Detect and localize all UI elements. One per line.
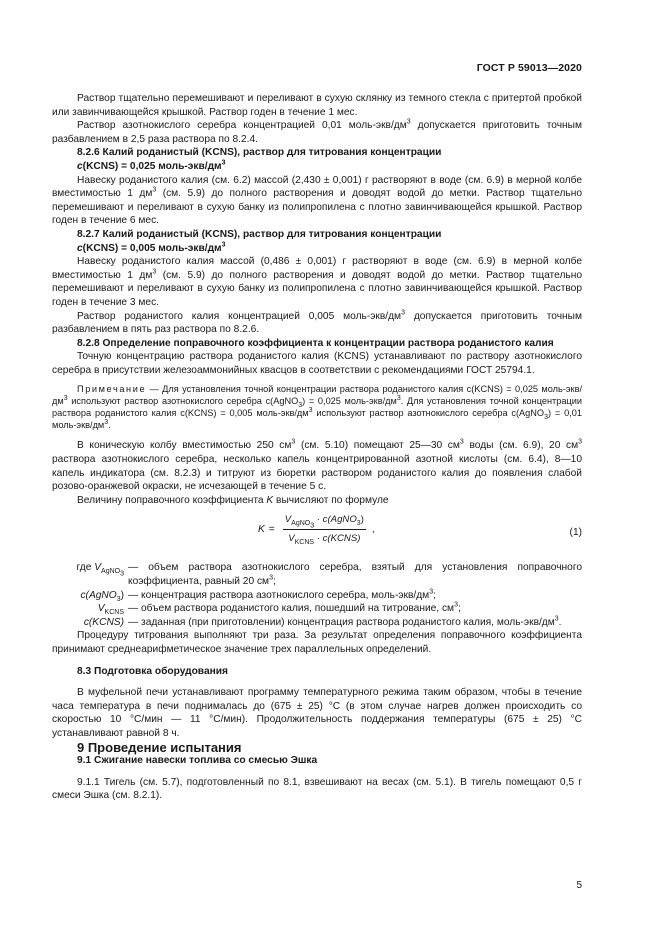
paragraph: В коническую колбу вместимостью 250 $см^3$ (см. 5.10) помещают 25—30 $см^3$ воды (см. 6.9), 20 $см^3$ раствора азотнокислого серебра, несколько капель концентрированной азотной кислоты (см. 6.4), 8—10 капель индикатора (см. 8.2.3) и титруют из бюретки раствором роданистого калия до появления слабой розово-оранжевой окраски, не исчезающей в течение 5 с. [52, 439, 583, 493]
paragraph: Точную концентрацию раствора роданистого калия (KCNS) устанавливают по раствору азотнокислого серебра в присутствии железоаммонийных квасцов в соответствии с рекомендациями ГОСТ 25794.1. [52, 351, 582, 376]
paragraph: Навеску роданистого калия (см. 6.2) массой (2,430 ± 0,001) г растворяют в воде (см. 6.9) в мерной колбе вместимостью 1 $дм^3$ (см. 5.9) до полного растворения и доводят водой до метки. Раствор тщательно перемешивают и переливают в сухую банку из полипропилена с плотно завинчивающейся крышкой. Раствор годен в течение 6 мес. [52, 174, 582, 227]
page-number: 5 [576, 880, 582, 891]
definition-symbol: $V_{KCNS}$ [97, 603, 124, 617]
paragraph: 9.1.1 Тигель (см. 5.7), подготовленный по 8.1, взвешивают на весах (см. 5.1). В тигель помещают 0,5 г смеси Эшка (см. 8.2.1). [52, 776, 582, 802]
note-label: Примечание [77, 384, 147, 395]
paragraph: Раствор роданистого калия концентрацией 0,005 моль-$экв/дм^3$ допускается приготовить точным разбавлением в пять раз раствора по 8.2.6. [52, 309, 582, 336]
paragraph: Навеску роданистого калия массой (0,486 ± 0,001) г растворяют в воде (см. 6.9) в мерной колбе вместимостью 1 $дм^3$ (см. 5.9) до полного растворения и доводят водой до метки. Раствор тщательно перемешивают и переливают в сухую банку из полипропилена с плотно завинчивающейся крышкой. Раствор годен в течение 3 мес. [52, 256, 582, 308]
section-heading-9: 9 Проведение испытания [77, 739, 242, 755]
document-id-header: ГОСТ Р 59013—2020 [476, 62, 582, 74]
paragraph: Величину поправочного коэффициента K вычисляют по формуле [77, 494, 389, 506]
section-heading-8-2-6: 8.2.6 Калий роданистый (KCNS), раствор для титрования концентрации [77, 147, 442, 159]
section-heading-8-2-8: 8.2.8 Определение поправочного коэффициента к концентрации раствора роданистого калия [77, 337, 554, 349]
document-page [52, 0, 582, 935]
formula-numerator: $V_{AgNO_3}$ · c(AgNO$_3$) [284, 514, 364, 530]
formula-denominator: $V_{KCNS}$ · c(KCNS) [288, 533, 361, 546]
formula-expression: K = $\frac{V_{AgNO_3} \cdot c(AgNO_3)}{V_{KCNS} \cdot c(KCNS)}$ , [258, 514, 375, 546]
variable-definitions [52, 561, 582, 629]
definition-symbol: c(KCNS) [83, 616, 124, 628]
paragraph: В муфельной печи устанавливают программу температурного режима таким образом, чтобы в течение часа температура в печи поднималась до (675 ± 25) °С (в этом случае нагрев должен происходить со скоростью 10 °С/мин — 11 °С/мин). Продолжительность поддержания температуры (675 ± 25) °С устанавливают равной 8 ч. [52, 687, 582, 739]
paragraph: Раствор азотнокислого серебра концентрацией 0,01 моль-$экв/дм^3$ допускается приготовить точным разбавлением в 2,5 раза раствора по 8.2.4. [52, 118, 582, 145]
formula-fraction [283, 513, 366, 545]
definition-symbol: где $V_{AgNO_3}$ [76, 562, 124, 578]
note-text: Примечание — Для установления точной концентрации раствора роданистого калия c(KCNS) = 0,025 моль-$экв/дм^3$ используют раствор азотнокислого серебра c(AgNO$_3$) = 0,025 моль-$экв/дм^3$. Для установления точной концентрации раствора роданистого калия c(KCNS) = 0,005 моль-$экв/дм^3$ используют раствор азотнокислого серебра c(AgNO$_3$) = 0,01 моль-$экв/дм^3$. [52, 384, 582, 431]
section-heading-8-2-6-formula: c(KCNS) = 0,025 моль-$экв/дм^3$ [77, 159, 226, 172]
definition-text: — заданная (при приготовлении) концентрация раствора роданистого калия, моль-$экв/дм^3$. [128, 615, 562, 628]
section-heading-8-2-7-formula: c(KCNS) = 0,005 моль-$экв/дм^3$ [77, 241, 226, 254]
section-heading-8-2-7: 8.2.7 Калий роданистый (KCNS), раствор для титрования концентрации [77, 228, 442, 240]
note-block [52, 383, 582, 431]
paragraph: Раствор тщательно перемешивают и переливают в сухую склянку из темного стекла с притертой пробкой или завинчивающейся крышкой. Раствор годен в течение 1 мес. [52, 93, 582, 118]
section-heading-8-3: 8.3 Подготовка оборудования [77, 665, 228, 677]
formula-1 [52, 513, 582, 553]
definition-symbol: c(AgNO$_3$) [80, 589, 124, 603]
definition-text: — объем раствора азотнокислого серебра, взятый для установления поправочного коэффициента, равный 20 $см^3$; [128, 562, 582, 588]
section-heading-9-1: 9.1 Сжигание навески топлива со смесью Эшка [77, 755, 318, 767]
formula-number: (1) [569, 527, 582, 539]
definition-text: — объем раствора роданистого калия, пошедший на титрование, $см^3$; [128, 601, 461, 615]
paragraph: Процедуру титрования выполняют три раза. За результат определения поправочного коэффициента принимают среднеарифметическое значение трех параллельных определений. [52, 630, 582, 655]
document-body [52, 92, 582, 803]
definition-text: — концентрация раствора азотнокислого серебра, моль-$экв/дм^3$; [128, 588, 436, 601]
